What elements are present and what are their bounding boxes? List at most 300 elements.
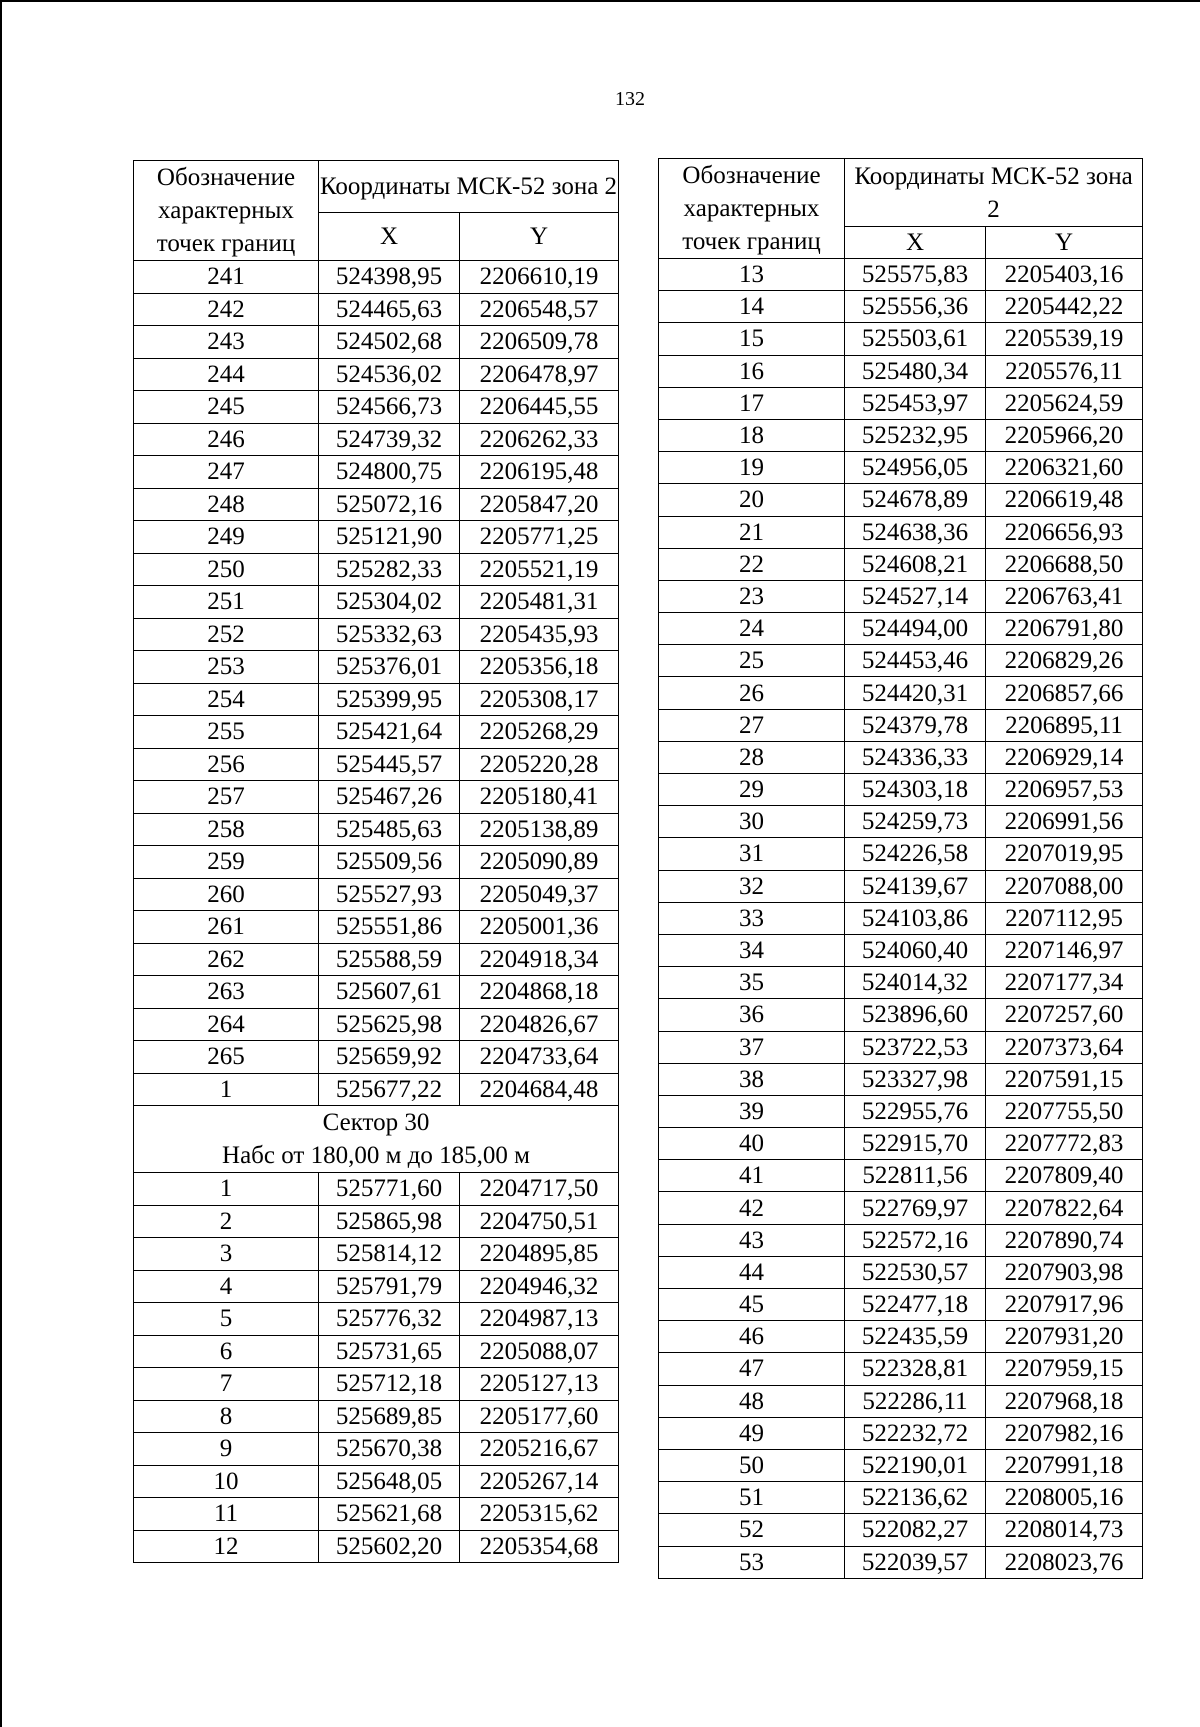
y-coordinate: 2206957,53 [986,774,1143,806]
point-number: 51 [659,1482,845,1514]
point-number: 245 [134,391,319,424]
x-coordinate: 525556,36 [845,291,986,323]
x-coordinate: 522572,16 [845,1224,986,1256]
table-row [134,1530,619,1563]
x-coordinate: 525376,01 [319,651,460,684]
point-number: 37 [659,1031,845,1063]
x-coordinate: 524678,89 [845,484,986,516]
table-row [659,1256,1143,1288]
table-row [659,452,1143,484]
y-coordinate: 2206610,19 [460,261,619,294]
x-coordinate: 522915,70 [845,1128,986,1160]
x-coordinate: 524398,95 [319,261,460,294]
table-row [659,1417,1143,1449]
table-row [659,1095,1143,1127]
table-row [659,516,1143,548]
table-row [659,999,1143,1031]
table-row [134,1335,619,1368]
y-coordinate: 2207903,98 [986,1256,1143,1288]
x-coordinate: 522477,18 [845,1289,986,1321]
table-row [659,1128,1143,1160]
y-coordinate: 2206857,66 [986,677,1143,709]
y-coordinate: 2207257,60 [986,999,1143,1031]
point-number: 259 [134,846,319,879]
x-coordinate: 525551,86 [319,911,460,944]
point-number: 36 [659,999,845,1031]
point-number: 7 [134,1368,319,1401]
x-coordinate: 524465,63 [319,293,460,326]
point-number: 25 [659,645,845,677]
table-row [134,943,619,976]
sector-title: Сектор 30 [322,1109,430,1136]
x-coordinate: 522286,11 [845,1385,986,1417]
y-coordinate: 2205049,37 [460,878,619,911]
y-coordinate: 2204717,50 [460,1173,619,1206]
table-row [134,1238,619,1271]
point-number: 28 [659,741,845,773]
table-row [659,838,1143,870]
y-coordinate: 2207112,95 [986,902,1143,934]
y-coordinate: 2207772,83 [986,1128,1143,1160]
point-number: 49 [659,1417,845,1449]
header-y: Y [986,227,1143,259]
x-coordinate: 524379,78 [845,709,986,741]
y-coordinate: 2208023,76 [986,1546,1143,1578]
x-coordinate: 523327,98 [845,1063,986,1095]
x-coordinate: 524014,32 [845,967,986,999]
table-row [134,1498,619,1531]
y-coordinate: 2205267,14 [460,1465,619,1498]
point-number: 249 [134,521,319,554]
y-coordinate: 2208014,73 [986,1514,1143,1546]
y-coordinate: 2204733,64 [460,1041,619,1074]
table-row [659,741,1143,773]
x-coordinate: 524536,02 [319,358,460,391]
table-row [659,645,1143,677]
table-row [134,618,619,651]
y-coordinate: 2208005,16 [986,1482,1143,1514]
x-coordinate: 524494,00 [845,613,986,645]
y-coordinate: 2207931,20 [986,1321,1143,1353]
x-coordinate: 523722,53 [845,1031,986,1063]
point-number: 29 [659,774,845,806]
x-coordinate: 525621,68 [319,1498,460,1531]
table-row [134,1173,619,1206]
x-coordinate: 525588,59 [319,943,460,976]
y-coordinate: 2204868,18 [460,976,619,1009]
table-row [659,1192,1143,1224]
point-number: 241 [134,261,319,294]
point-number: 255 [134,716,319,749]
x-coordinate: 525776,32 [319,1303,460,1336]
y-coordinate: 2205315,62 [460,1498,619,1531]
table-row [134,553,619,586]
table-row [134,651,619,684]
y-coordinate: 2205138,89 [460,813,619,846]
table-header-row [659,159,1143,227]
point-number: 264 [134,1008,319,1041]
table-row [134,1465,619,1498]
y-coordinate: 2207177,34 [986,967,1143,999]
table-row [659,580,1143,612]
x-coordinate: 525121,90 [319,521,460,554]
x-coordinate: 522190,01 [845,1449,986,1481]
x-coordinate: 524502,68 [319,326,460,359]
point-number: 16 [659,355,845,387]
table-row [134,781,619,814]
y-coordinate: 2206929,14 [986,741,1143,773]
y-coordinate: 2205088,07 [460,1335,619,1368]
y-coordinate: 2206195,48 [460,456,619,489]
point-number: 13 [659,259,845,291]
point-number: 22 [659,548,845,580]
table-row [659,548,1143,580]
table-row [659,419,1143,451]
sector-caption [134,1106,619,1173]
y-coordinate: 2207146,97 [986,934,1143,966]
y-coordinate: 2206619,48 [986,484,1143,516]
table-row [134,911,619,944]
point-number: 251 [134,586,319,619]
point-number: 46 [659,1321,845,1353]
table-row [134,813,619,846]
point-number: 52 [659,1514,845,1546]
point-number: 15 [659,323,845,355]
y-coordinate: 2205435,93 [460,618,619,651]
y-coordinate: 2205847,20 [460,488,619,521]
table-row [134,391,619,424]
y-coordinate: 2207917,96 [986,1289,1143,1321]
point-number: 242 [134,293,319,326]
point-number: 45 [659,1289,845,1321]
point-number: 21 [659,516,845,548]
x-coordinate: 525282,33 [319,553,460,586]
x-coordinate: 524420,31 [845,677,986,709]
y-coordinate: 2206656,93 [986,516,1143,548]
point-number: 32 [659,870,845,902]
point-number: 1 [134,1073,319,1106]
y-coordinate: 2207591,15 [986,1063,1143,1095]
x-coordinate: 524453,46 [845,645,986,677]
x-coordinate: 524638,36 [845,516,986,548]
y-coordinate: 2205356,18 [460,651,619,684]
table-row [659,1482,1143,1514]
x-coordinate: 525527,93 [319,878,460,911]
table-row [134,326,619,359]
point-number: 11 [134,1498,319,1531]
table-row [659,259,1143,291]
y-coordinate: 2207755,50 [986,1095,1143,1127]
y-coordinate: 2205403,16 [986,259,1143,291]
header-x: X [319,213,460,261]
point-number: 50 [659,1449,845,1481]
y-coordinate: 2205521,19 [460,553,619,586]
x-coordinate: 525670,38 [319,1433,460,1466]
table-row [659,709,1143,741]
header-y: Y [460,213,619,261]
table-row [659,355,1143,387]
x-coordinate: 522328,81 [845,1353,986,1385]
table-row [659,677,1143,709]
y-coordinate: 2206991,56 [986,806,1143,838]
x-coordinate: 523896,60 [845,999,986,1031]
x-coordinate: 525445,57 [319,748,460,781]
table-row [134,488,619,521]
y-coordinate: 2206445,55 [460,391,619,424]
y-coordinate: 2206321,60 [986,452,1143,484]
page-number: 132 [615,88,645,110]
table-row [659,484,1143,516]
y-coordinate: 2206895,11 [986,709,1143,741]
y-coordinate: 2207968,18 [986,1385,1143,1417]
point-number: 35 [659,967,845,999]
y-coordinate: 2205216,67 [460,1433,619,1466]
y-coordinate: 2205442,22 [986,291,1143,323]
y-coordinate: 2207809,40 [986,1160,1143,1192]
x-coordinate: 524956,05 [845,452,986,484]
table-row [134,1400,619,1433]
y-coordinate: 2205354,68 [460,1530,619,1563]
table-row [659,1353,1143,1385]
point-number: 247 [134,456,319,489]
table-row [134,1205,619,1238]
y-coordinate: 2206509,78 [460,326,619,359]
point-number: 27 [659,709,845,741]
x-coordinate: 525602,20 [319,1530,460,1563]
x-coordinate: 525607,61 [319,976,460,1009]
x-coordinate: 524739,32 [319,423,460,456]
y-coordinate: 2204826,67 [460,1008,619,1041]
x-coordinate: 525503,61 [845,323,986,355]
point-number: 261 [134,911,319,944]
point-number: 260 [134,878,319,911]
point-number: 41 [659,1160,845,1192]
table-row [134,846,619,879]
x-coordinate: 525625,98 [319,1008,460,1041]
point-number: 48 [659,1385,845,1417]
table-row [659,902,1143,934]
point-number: 40 [659,1128,845,1160]
point-number: 10 [134,1465,319,1498]
point-number: 33 [659,902,845,934]
point-number: 26 [659,677,845,709]
table-row [659,1031,1143,1063]
x-coordinate: 522136,62 [845,1482,986,1514]
x-coordinate: 524608,21 [845,548,986,580]
y-coordinate: 2205268,29 [460,716,619,749]
table-row [659,613,1143,645]
point-number: 254 [134,683,319,716]
point-number: 38 [659,1063,845,1095]
y-coordinate: 2205966,20 [986,419,1143,451]
table-header-row [134,161,619,213]
y-coordinate: 2204684,48 [460,1073,619,1106]
x-coordinate: 525399,95 [319,683,460,716]
table-row [659,1385,1143,1417]
table-row [134,1433,619,1466]
point-number: 47 [659,1353,845,1385]
point-number: 246 [134,423,319,456]
x-coordinate: 522232,72 [845,1417,986,1449]
table-row [659,1514,1143,1546]
point-number: 5 [134,1303,319,1336]
table-row [659,291,1143,323]
table-row [659,1289,1143,1321]
sector-height-range: Набс от 180,00 м до 185,00 м [222,1142,530,1169]
table-row [659,1546,1143,1578]
sector-row [134,1106,619,1173]
header-coordinates: Координаты МСК-52 зона 2 [845,159,1143,227]
y-coordinate: 2207373,64 [986,1031,1143,1063]
x-coordinate: 525304,02 [319,586,460,619]
y-coordinate: 2205180,41 [460,781,619,814]
point-number: 14 [659,291,845,323]
point-number: 9 [134,1433,319,1466]
x-coordinate: 525648,05 [319,1465,460,1498]
x-coordinate: 522769,97 [845,1192,986,1224]
x-coordinate: 525232,95 [845,419,986,451]
y-coordinate: 2207982,16 [986,1417,1143,1449]
table-row [659,934,1143,966]
point-number: 262 [134,943,319,976]
x-coordinate: 524103,86 [845,902,986,934]
x-coordinate: 522811,56 [845,1160,986,1192]
table-row [659,1160,1143,1192]
point-number: 243 [134,326,319,359]
table-row [659,1063,1143,1095]
y-coordinate: 2206688,50 [986,548,1143,580]
point-number: 53 [659,1546,845,1578]
x-coordinate: 525480,34 [845,355,986,387]
point-number: 19 [659,452,845,484]
point-number: 12 [134,1530,319,1563]
table-row [134,358,619,391]
y-coordinate: 2207088,00 [986,870,1143,902]
x-coordinate: 524226,58 [845,838,986,870]
table-row [134,261,619,294]
table-row [659,870,1143,902]
table-row [659,323,1143,355]
point-number: 24 [659,613,845,645]
x-coordinate: 525712,18 [319,1368,460,1401]
x-coordinate: 525421,64 [319,716,460,749]
point-number: 30 [659,806,845,838]
x-coordinate: 524139,67 [845,870,986,902]
x-coordinate: 525771,60 [319,1173,460,1206]
point-number: 31 [659,838,845,870]
y-coordinate: 2206763,41 [986,580,1143,612]
x-coordinate: 522530,57 [845,1256,986,1288]
x-coordinate: 525865,98 [319,1205,460,1238]
table-row [659,967,1143,999]
y-coordinate: 2205576,11 [986,355,1143,387]
coordinates-table-left [133,160,619,1563]
point-number: 250 [134,553,319,586]
point-number: 253 [134,651,319,684]
table-row [134,586,619,619]
table-row [659,1449,1143,1481]
x-coordinate: 525509,56 [319,846,460,879]
table-row [134,976,619,1009]
table-row [134,521,619,554]
y-coordinate: 2204750,51 [460,1205,619,1238]
coordinates-table-right [658,158,1143,1579]
y-coordinate: 2205624,59 [986,387,1143,419]
point-number: 3 [134,1238,319,1271]
x-coordinate: 524336,33 [845,741,986,773]
point-number: 265 [134,1041,319,1074]
point-number: 17 [659,387,845,419]
point-number: 20 [659,484,845,516]
x-coordinate: 522039,57 [845,1546,986,1578]
table-row [134,1303,619,1336]
point-number: 252 [134,618,319,651]
y-coordinate: 2205177,60 [460,1400,619,1433]
header-coordinates: Координаты МСК-52 зона 2 [319,161,619,213]
x-coordinate: 525575,83 [845,259,986,291]
y-coordinate: 2206548,57 [460,293,619,326]
y-coordinate: 2206791,80 [986,613,1143,645]
point-number: 4 [134,1270,319,1303]
point-number: 244 [134,358,319,391]
table-row [134,1041,619,1074]
x-coordinate: 525731,65 [319,1335,460,1368]
y-coordinate: 2205539,19 [986,323,1143,355]
y-coordinate: 2207959,15 [986,1353,1143,1385]
x-coordinate: 524800,75 [319,456,460,489]
x-coordinate: 522435,59 [845,1321,986,1353]
y-coordinate: 2204987,13 [460,1303,619,1336]
x-coordinate: 524060,40 [845,934,986,966]
y-coordinate: 2204918,34 [460,943,619,976]
table-row [659,774,1143,806]
x-coordinate: 525814,12 [319,1238,460,1271]
x-coordinate: 525453,97 [845,387,986,419]
y-coordinate: 2205001,36 [460,911,619,944]
table-row [134,1270,619,1303]
table-row [659,1224,1143,1256]
table-row [134,716,619,749]
y-coordinate: 2205127,13 [460,1368,619,1401]
table-row [134,1008,619,1041]
y-coordinate: 2207822,64 [986,1192,1143,1224]
x-coordinate: 522082,27 [845,1514,986,1546]
y-coordinate: 2205771,25 [460,521,619,554]
x-coordinate: 525332,63 [319,618,460,651]
point-number: 256 [134,748,319,781]
y-coordinate: 2207890,74 [986,1224,1143,1256]
point-number: 18 [659,419,845,451]
header-designation: Обозначение характерных точек границ [134,161,319,261]
x-coordinate: 524303,18 [845,774,986,806]
point-number: 44 [659,1256,845,1288]
x-coordinate: 524527,14 [845,580,986,612]
point-number: 257 [134,781,319,814]
x-coordinate: 525467,26 [319,781,460,814]
y-coordinate: 2204946,32 [460,1270,619,1303]
x-coordinate: 524259,73 [845,806,986,838]
y-coordinate: 2205220,28 [460,748,619,781]
y-coordinate: 2205090,89 [460,846,619,879]
table-row [659,387,1143,419]
x-coordinate: 525677,22 [319,1073,460,1106]
x-coordinate: 525689,85 [319,1400,460,1433]
y-coordinate: 2206829,26 [986,645,1143,677]
point-number: 34 [659,934,845,966]
table-row [134,456,619,489]
table-row [134,1368,619,1401]
header-designation: Обозначение характерных точек границ [659,159,845,259]
